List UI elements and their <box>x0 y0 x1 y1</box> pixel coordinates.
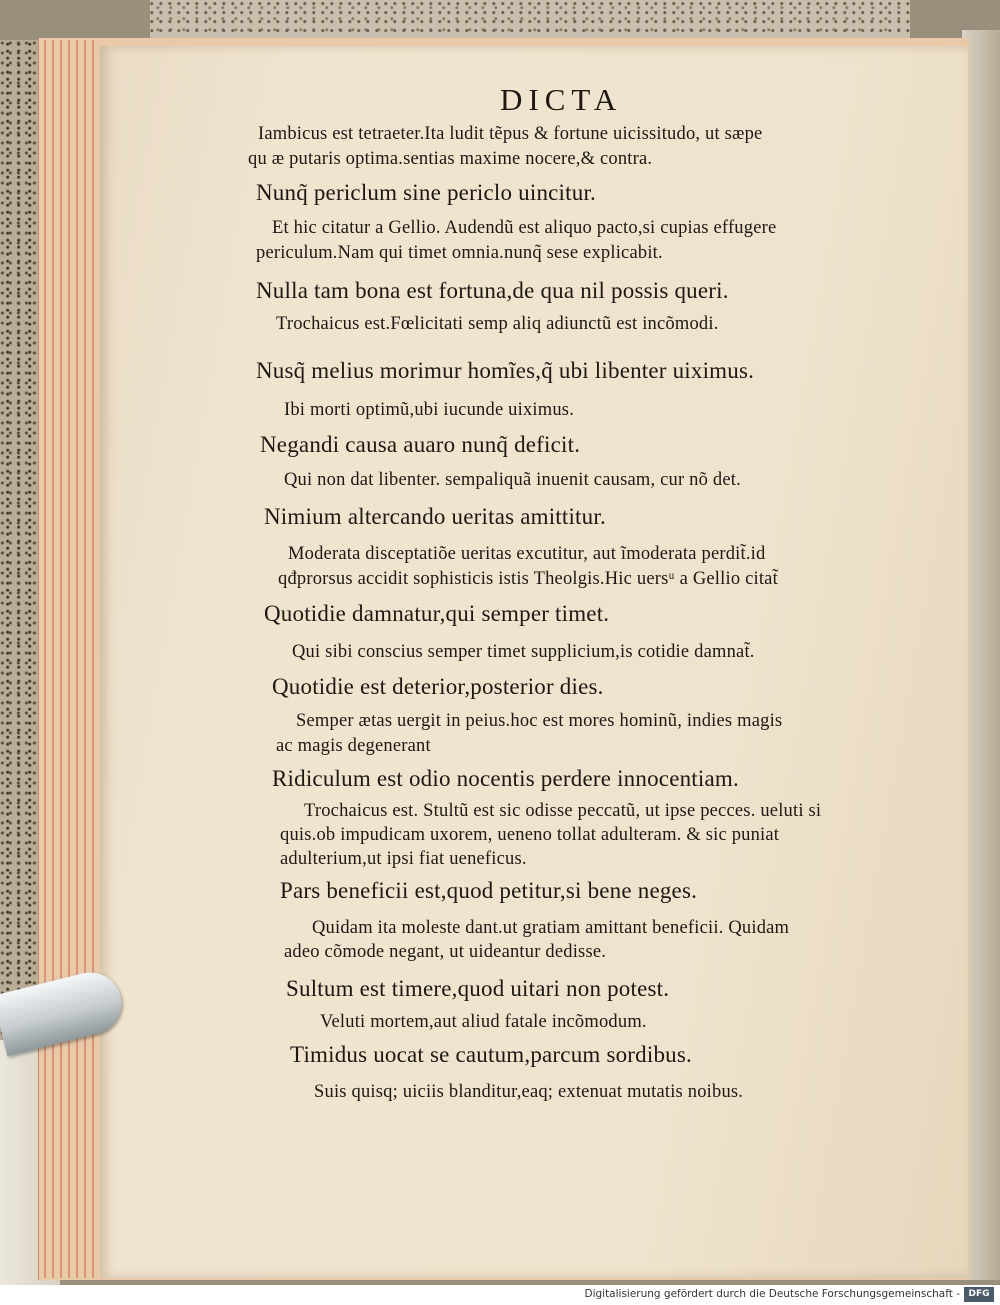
text-line: Trochaicus est.Fœlicitati semp aliq adiunctũ est incõmodi. <box>276 314 719 334</box>
page-edge-line <box>92 40 94 1278</box>
saying-line: Quotidie damnatur,qui semper timet. <box>264 601 610 626</box>
text-line: adulterium,ut ipsi fiat ueneficus. <box>280 849 527 869</box>
text-line: Et hic citatur a Gellio. Audendũ est aliquo pacto,si cupias effugere <box>272 218 777 238</box>
page-heading: DICTA <box>500 82 623 117</box>
dfg-logo: DFG <box>964 1287 994 1302</box>
text-line: Moderata disceptatiõe ueritas excutitur, aut ĩmoderata perdit̃.id <box>288 544 766 564</box>
page-edge-line <box>44 40 46 1278</box>
text-line: adeo cõmode negant, ut uideantur dedisse. <box>284 942 607 962</box>
saying-line: Timidus uocat se cautum,parcum sordibus. <box>290 1042 692 1067</box>
page-edge-line <box>60 40 62 1278</box>
saying-line: Sultum est timere,quod uitari non potest. <box>286 976 670 1001</box>
text-line: periculum.Nam qui timet omnia.nunq̃ sese explicabit. <box>256 243 663 263</box>
page-edge-line <box>68 40 70 1278</box>
text-line: Quidam ita moleste dant.ut gratiam amittant beneficii. Quidam <box>312 918 790 938</box>
saying-line: Pars beneficii est,quod petitur,si bene neges. <box>280 878 698 903</box>
saying-line: Quotidie est deterior,posterior dies. <box>272 674 604 699</box>
text-line: Semper ætas uergit in peius.hoc est mores hominũ, indies magis <box>296 711 783 731</box>
text-line: Veluti mortem,aut aliud fatale incõmodum. <box>320 1012 647 1032</box>
text-line: qu æ putaris optima.sentias maxime nocere,& contra. <box>248 149 653 169</box>
marbled-cover-left <box>0 40 40 1060</box>
saying-line: Nimium altercando ueritas amittitur. <box>264 504 606 529</box>
saying-line: Nunq̃ periclum sine periclo uincitur. <box>256 180 596 205</box>
text-line: Suis quisq; uiciis blanditur,eaq; extenuat mutatis noibus. <box>314 1082 744 1102</box>
text-line: Trochaicus est. Stultũ est sic odisse peccatũ, ut ipse pecces. ueluti si <box>304 801 822 821</box>
text-line: Iambicus est tetraeter.Ita ludit tẽpus & fortune uicissitudo, ut sæpe <box>258 124 763 144</box>
page-edge-line <box>84 40 86 1278</box>
page-text <box>100 46 968 1278</box>
saying-line: Ridiculum est odio nocentis perdere innocentiam. <box>272 766 739 791</box>
footer-credit: Digitalisierung gefördert durch die Deutsche Forschungsgemeinschaft - <box>584 1288 960 1300</box>
text-line: Ibi morti optimũ,ubi iucunde uiximus. <box>284 400 575 420</box>
text-line: Qui sibi conscius semper timet supplicium,is cotidie damnat̃. <box>292 642 755 662</box>
text-line: quis.ob impudicam uxorem, ueneno tollat adulteram. & sic puniat <box>280 825 780 845</box>
saying-line: Nulla tam bona est fortuna,de qua nil possis queri. <box>256 278 729 303</box>
text-line: Qui non dat libenter. sempaliquã inuenit causam, cur nõ det. <box>284 470 741 490</box>
saying-line: Negandi causa auaro nunq̃ deficit. <box>260 432 581 457</box>
saying-line: Nusq̃ melius morimur homĩes,q̃ ubi libenter uiximus. <box>256 358 755 383</box>
footer-bar <box>0 1285 1000 1305</box>
book-page <box>100 46 968 1278</box>
page-edge-line <box>76 40 78 1278</box>
page-edge-line <box>52 40 54 1278</box>
text-line: ac magis degenerant <box>276 736 431 756</box>
text-line: qđprorsus accidit sophisticis istis Theolgis.Hic uersᵘ a Gellio citat̃ <box>278 569 778 589</box>
